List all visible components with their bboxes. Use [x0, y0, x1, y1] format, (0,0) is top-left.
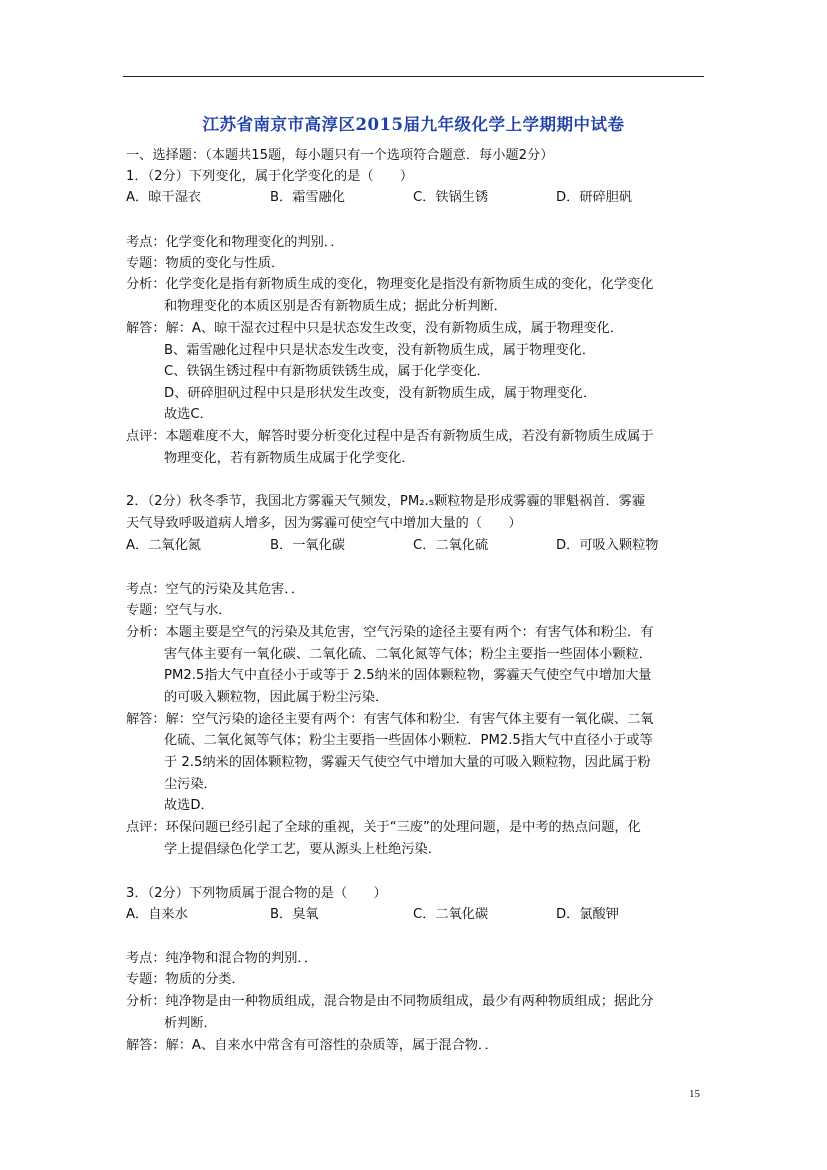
q1-option-d: D．研碎胆矾 — [556, 190, 633, 205]
q2-kaodian: 考点：空气的污染及其危害．． — [126, 582, 305, 597]
q2-jieda-5: 故选D． — [164, 798, 214, 813]
q3-zhuanti: 专题：物质的分类． — [126, 972, 245, 987]
q1-jieda-3: C、铁锅生锈过程中有新物质铁锈生成，属于化学变化． — [164, 364, 490, 379]
q3-fenxi-1: 分析：纯净物是由一种物质组成，混合物是由不同物质组成，最少有两种物质组成；据此分 — [126, 994, 654, 1009]
page-number: 15 — [689, 1088, 700, 1100]
q2-option-d: D．可吸入颗粒物 — [556, 538, 659, 553]
q3-jieda-1: 解答：解：A、自来水中常含有可溶性的杂质等，属于混合物．． — [126, 1038, 498, 1053]
q2-fenxi-3: PM2.5指大气中直径小于或等于 2.5纳米的固体颗粒物，雾霾天气使空气中增加大量 — [164, 668, 652, 683]
q2-zhuanti: 专题：空气与水． — [126, 603, 232, 618]
section-heading: 一、选择题：（本题共15题，每小题只有一个选项符合题意．每小题2分） — [126, 148, 554, 163]
q1-kaodian: 考点：化学变化和物理变化的判别．． — [126, 235, 344, 250]
q2-stem-1: 2．（2分）秋冬季节，我国北方雾霾天气频发，PM₂.₅颗粒物是形成雾霾的罪魁祸首．雾霾 — [126, 494, 646, 509]
q2-option-c: C．二氧化硫 — [413, 538, 489, 553]
q2-jieda-3: 于 2.5纳米的固体颗粒物，雾霾天气使空气中增加大量的可吸入颗粒物，因此属于粉 — [164, 755, 651, 770]
q1-zhuanti: 专题：物质的变化与性质． — [126, 256, 285, 271]
q2-option-b: B．一氧化碳 — [270, 538, 345, 553]
header-rule — [123, 76, 704, 77]
q2-fenxi-2: 害气体主要有一氧化碳、二氧化硫、二氧化氮等气体；粉尘主要指一些固体小颗粒． — [164, 647, 652, 662]
q1-jieda-4: D、研碎胆矾过程中只是形状发生改变，没有新物质生成，属于物理变化． — [164, 386, 597, 401]
q2-jieda-4: 尘污染． — [164, 777, 217, 792]
q3-option-c: C．二氧化碳 — [413, 907, 489, 922]
page-title: 江苏省南京市高淳区2015届九年级化学上学期期中试卷 — [202, 115, 625, 134]
q1-option-a: A．晾干湿衣 — [126, 190, 201, 205]
q2-dianping-2: 学上提倡绿色化学工艺，要从源头上杜绝污染． — [164, 842, 441, 857]
q1-fenxi-2: 和物理变化的本质区别是否有新物质生成；据此分析判断． — [164, 299, 507, 314]
q2-fenxi-1: 分析：本题主要是空气的污染及其危害，空气污染的途径主要有两个：有害气体和粉尘．有 — [126, 625, 654, 640]
q1-stem: 1．（2分）下列变化，属于化学变化的是（ ） — [126, 169, 414, 184]
q1-dianping-1: 点评：本题难度不大，解答时要分析变化过程中是否有新物质生成，若没有新物质生成属于 — [126, 429, 654, 444]
q1-option-b: B．霜雪融化 — [270, 190, 345, 205]
q3-stem: 3．（2分）下列物质属于混合物的是（ ） — [126, 886, 387, 901]
q2-jieda-2: 化硫、二氧化氮等气体；粉尘主要指一些固体小颗粒．PM2.5指大气中直径小于或等 — [164, 733, 653, 748]
q2-jieda-1: 解答：解：空气污染的途径主要有两个：有害气体和粉尘．有害气体主要有一氧化碳、二氧 — [126, 712, 654, 727]
q1-fenxi-1: 分析：化学变化是指有新物质生成的变化，物理变化是指没有新物质生成的变化，化学变化 — [126, 277, 654, 292]
q3-option-d: D．氯酸钾 — [556, 907, 619, 922]
q2-fenxi-4: 的可吸入颗粒物，因此属于粉尘污染． — [164, 690, 389, 705]
q1-jieda-1: 解答：解：A、晾干湿衣过程中只是状态发生改变，没有新物质生成，属于物理变化． — [126, 321, 623, 336]
q3-option-b: B．臭氧 — [270, 907, 319, 922]
q3-option-a: A．自来水 — [126, 907, 188, 922]
q3-fenxi-2: 析判断． — [164, 1016, 217, 1031]
q3-kaodian: 考点：纯净物和混合物的判别．． — [126, 951, 318, 966]
q1-jieda-5: 故选C． — [164, 407, 213, 422]
q1-jieda-2: B、霜雪融化过程中只是状态发生改变，没有新物质生成，属于物理变化． — [164, 343, 596, 358]
q2-stem-2: 天气导致呼吸道病人增多，因为雾霾可使空气中增加大量的（ ） — [126, 516, 522, 531]
q1-dianping-2: 物理变化，若有新物质生成属于化学变化． — [164, 451, 415, 466]
q2-dianping-1: 点评：环保问题已经引起了全球的重视，关于“三废”的处理问题，是中考的热点问题，化 — [126, 820, 641, 835]
q2-option-a: A．二氧化氮 — [126, 538, 201, 553]
q1-option-c: C．铁锅生锈 — [413, 190, 489, 205]
